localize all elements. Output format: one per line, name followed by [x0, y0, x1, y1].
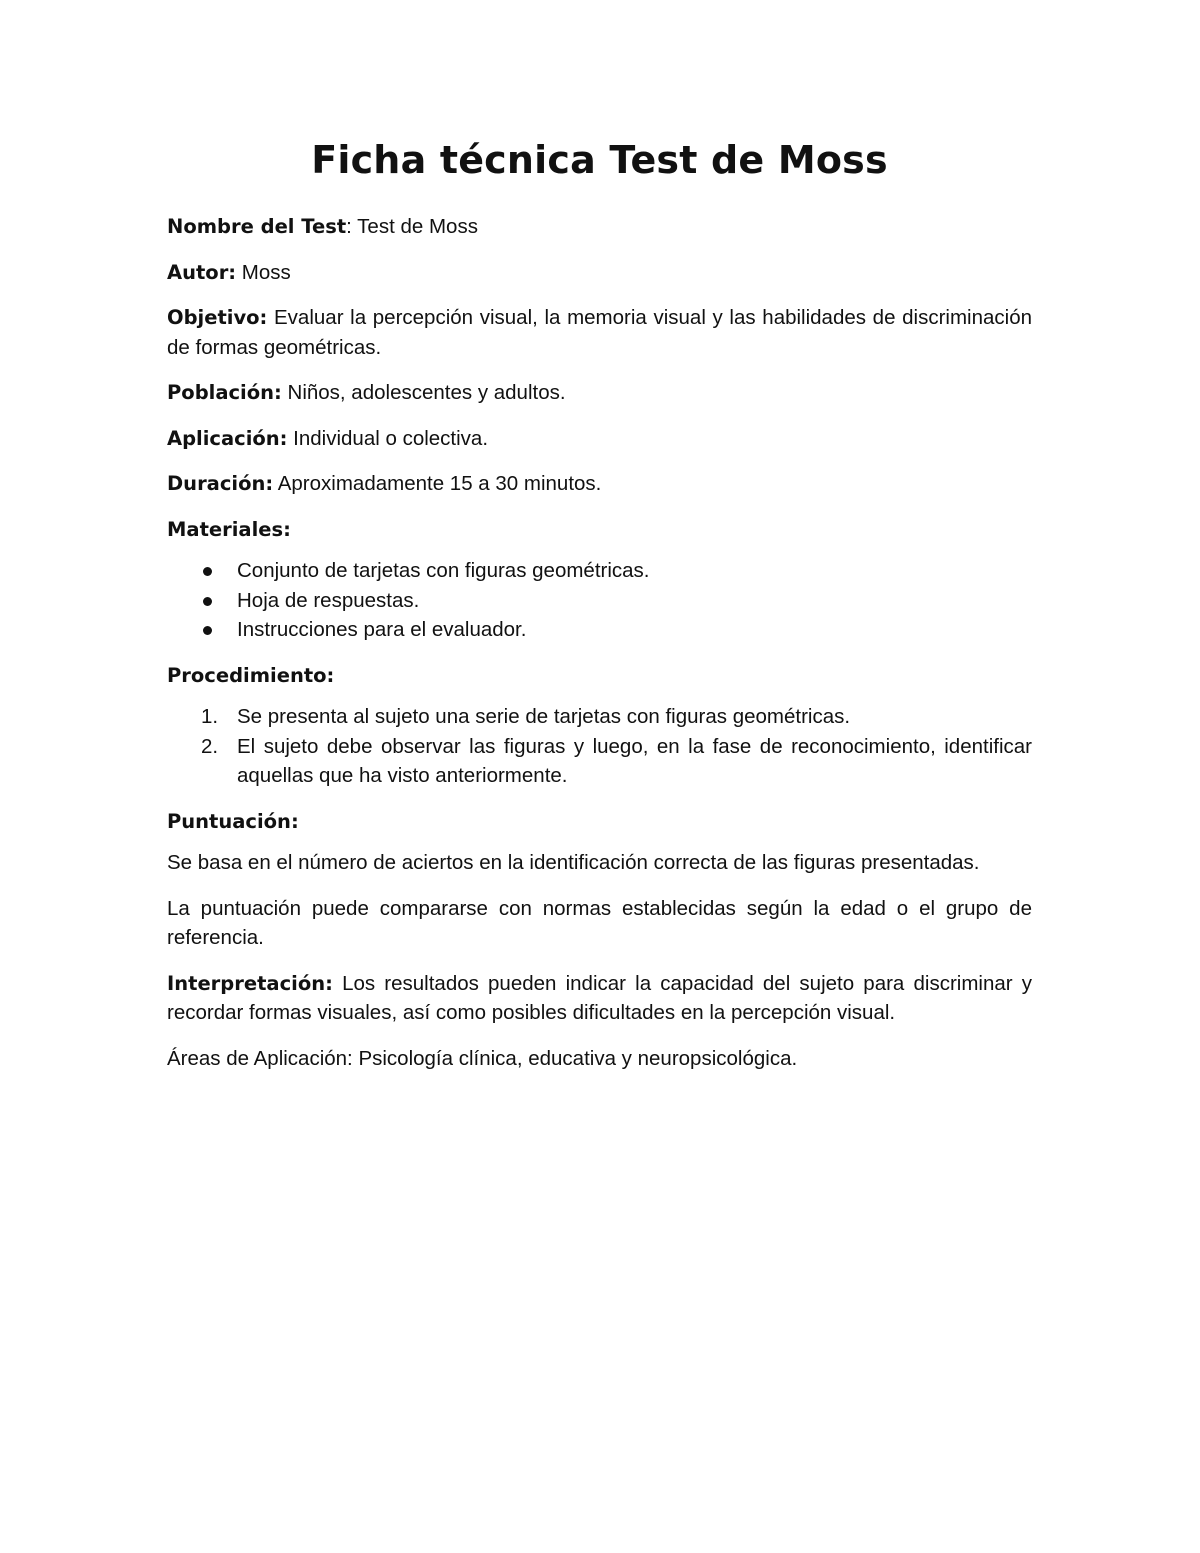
procedimiento-heading: Procedimiento: [167, 663, 335, 687]
field-aplicacion [167, 424, 1032, 454]
list-item [167, 615, 1032, 645]
field-interpretacion-label: Interpretación: [167, 971, 333, 995]
list-item-text: Instrucciones para el evaluador. [237, 618, 527, 641]
materiales-heading: Materiales: [167, 517, 291, 541]
field-nombre-label: Nombre del Test [167, 215, 347, 238]
field-autor [167, 258, 1032, 288]
field-nombre [167, 212, 1032, 242]
document-title: Ficha técnica Test de Moss [311, 138, 888, 182]
field-duracion [167, 469, 1032, 499]
list-item-text: Se presenta al sujeto una serie de tarjetas con figuras geométricas. [237, 705, 851, 728]
field-poblacion-label: Población: [167, 381, 282, 404]
bullet-icon [203, 626, 212, 635]
field-duracion-value: Aproximadamente 15 a 30 minutos. [273, 472, 602, 495]
areas-paragraph: Áreas de Aplicación: Psicología clínica, educativa y neuropsicológica. [167, 1046, 798, 1070]
puntuacion-paragraph: Se basa en el número de aciertos en la identificación correcta de las figuras presentadas. [167, 851, 980, 874]
materiales-list [167, 556, 1032, 645]
list-item [167, 732, 1032, 791]
field-duracion-label: Duración: [167, 472, 274, 495]
list-item-text: Hoja de respuestas. [237, 588, 420, 612]
field-objetivo [167, 303, 1032, 362]
puntuacion-heading: Puntuación: [167, 809, 299, 833]
field-autor-label: Autor: [167, 260, 237, 284]
field-interpretacion [167, 969, 1032, 1028]
field-aplicacion-label: Aplicación: [167, 426, 288, 450]
list-item [167, 702, 1032, 732]
field-aplicacion-value: Individual o colectiva. [287, 426, 489, 450]
bullet-icon [203, 597, 212, 606]
field-interpretacion-value: Los resultados pueden indicar la capacidad del sujeto para discriminar y recordar formas visuales, así como posibles dificultades en la percepción visual. [167, 971, 1032, 1024]
field-autor-value: Moss [236, 260, 291, 284]
field-nombre-value: Test de Moss [351, 215, 478, 238]
step-number: 1. [201, 705, 219, 728]
list-item [167, 586, 1032, 616]
list-item [167, 556, 1032, 586]
field-nombre-sep: : [346, 215, 352, 238]
field-poblacion [167, 378, 1032, 408]
list-item-text: El sujeto debe observar las figuras y luego, en la fase de reconocimiento, identificar aquellas que ha visto anteriormente. [237, 734, 1032, 787]
field-objetivo-label: Objetivo: [167, 306, 268, 329]
procedimiento-list [167, 702, 1032, 791]
step-number: 2. [201, 734, 219, 758]
puntuacion-paragraph: La puntuación puede compararse con normas establecidas según la edad o el grupo de referencia. [167, 896, 1032, 949]
field-poblacion-value: Niños, adolescentes y adultos. [281, 381, 566, 404]
field-objetivo-value: Evaluar la percepción visual, la memoria visual y las habilidades de discriminación de formas geométricas. [167, 306, 1032, 359]
bullet-icon [203, 567, 212, 576]
document-page [167, 130, 1032, 1089]
list-item-text: Conjunto de tarjetas con figuras geométricas. [237, 559, 650, 582]
